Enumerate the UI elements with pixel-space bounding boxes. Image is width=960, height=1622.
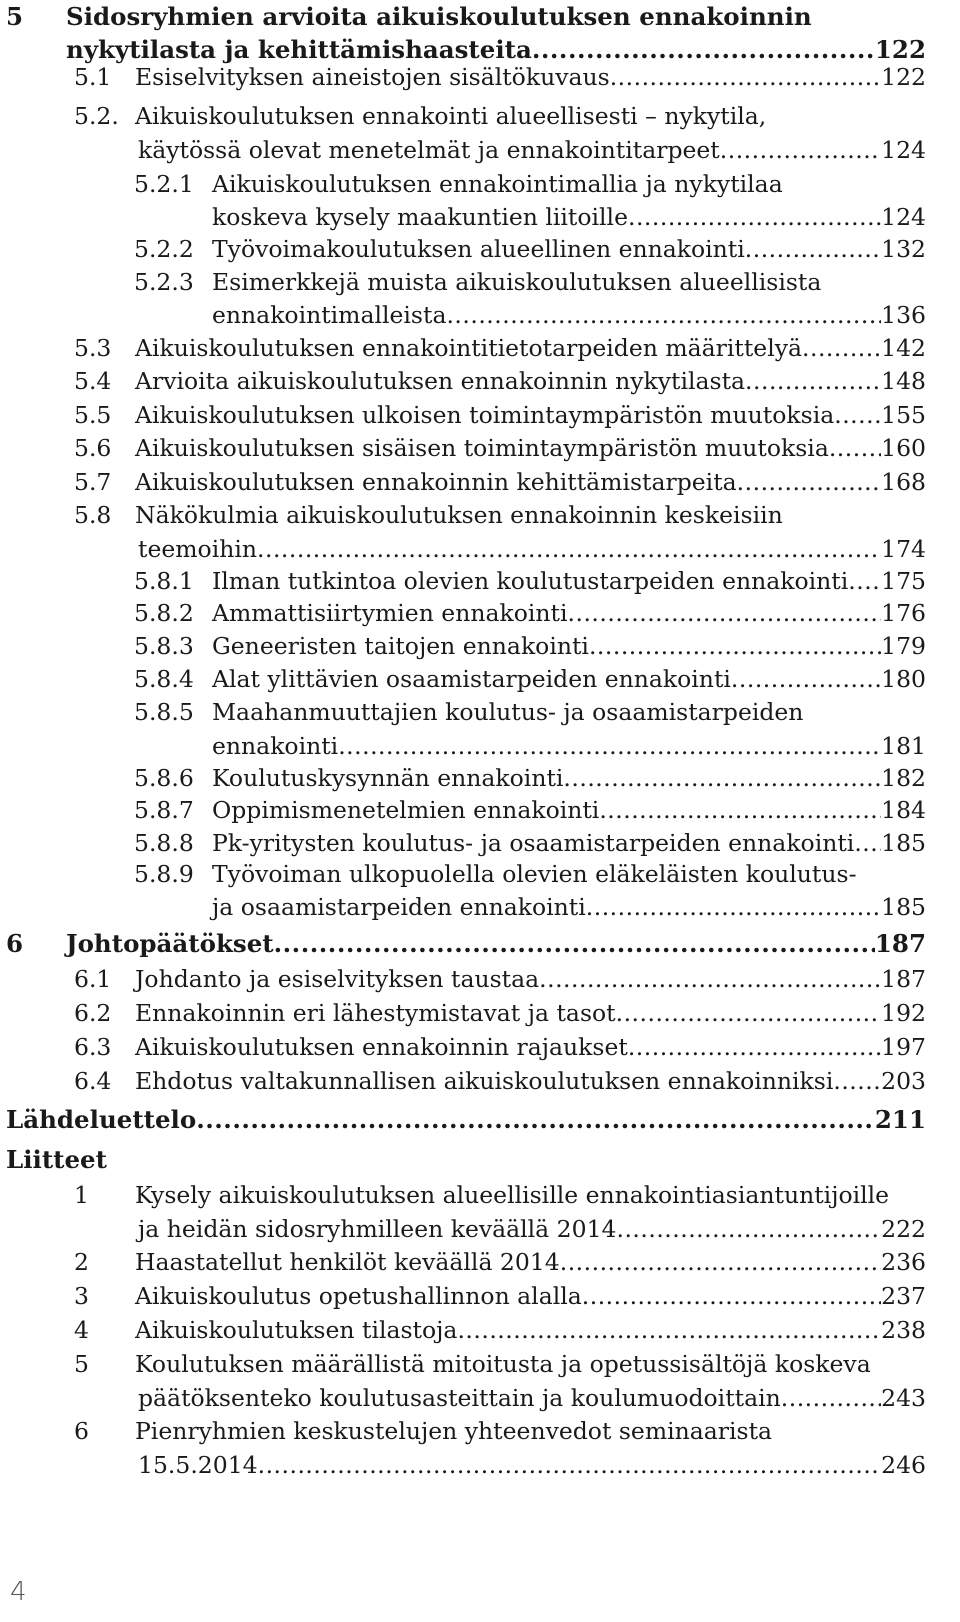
- toc-entry-page: 236: [881, 1248, 926, 1276]
- dot-leader: [848, 564, 881, 598]
- toc-entry-page: 124: [881, 203, 926, 231]
- toc-entry-title: Koulutuksen määrällistä mitoitusta ja opetussisältöjä koskeva: [135, 1350, 871, 1378]
- dot-leader: [854, 826, 881, 860]
- toc-entry-title: Alat ylittävien osaamistarpeiden ennakointi: [212, 665, 731, 693]
- toc-entry-title: Kysely aikuiskoulutuksen alueellisille ennakointiasiantuntijoille: [135, 1181, 890, 1209]
- dot-leader: [834, 398, 881, 432]
- toc-entry-title: nykytilasta ja kehittämishaasteita: [66, 35, 532, 64]
- toc-entry-page: 187: [881, 965, 926, 993]
- toc-entry-title: Aikuiskoulutuksen ennakoinnin rajaukset: [135, 1033, 628, 1061]
- toc-entry[interactable]: [0, 564, 926, 598]
- dot-leader: [731, 662, 881, 696]
- toc-entry-number: 5.8.3: [134, 632, 194, 660]
- dot-leader: [560, 1245, 881, 1279]
- toc-entry-page: 142: [881, 334, 926, 362]
- toc-entry-number: 5: [6, 2, 24, 31]
- toc-entry-title: Ilman tutkintoa olevien koulutustarpeiden ennakointi: [212, 567, 849, 595]
- toc-entry-title: Aikuiskoulutuksen ennakointitietotarpeiden määrittelyä: [135, 334, 803, 362]
- toc-entry-page: 243: [881, 1384, 926, 1412]
- toc-entry-title: ja heidän sidosryhmilleen keväällä 2014: [138, 1215, 617, 1243]
- toc-entry-title: Haastatellut henkilöt keväällä 2014: [135, 1248, 560, 1276]
- dot-leader: [616, 1212, 881, 1246]
- toc-entry-number: 5.8.5: [134, 698, 194, 726]
- toc-entry-page: 197: [881, 1033, 926, 1061]
- toc-entry-title: Johtopäätökset: [66, 929, 274, 958]
- toc-entry[interactable]: [0, 629, 926, 663]
- dot-leader: [563, 761, 881, 795]
- toc-entry-title: Aikuiskoulutuksen ennakointimallia ja nykytilaa: [212, 170, 783, 198]
- toc-entry[interactable]: [0, 1313, 926, 1347]
- toc-entry[interactable]: [0, 532, 926, 566]
- toc-entry-page: 155: [881, 401, 926, 429]
- dot-leader: [457, 1313, 881, 1347]
- toc-entry[interactable]: [0, 596, 926, 630]
- toc-entry-page: 124: [881, 136, 926, 164]
- dot-leader: [589, 629, 881, 663]
- toc-entry[interactable]: [0, 662, 926, 696]
- toc-entry-title: Työvoiman ulkopuolella olevien eläkeläisten koulutus-: [212, 860, 857, 888]
- toc-entry[interactable]: [0, 298, 926, 332]
- toc-entry[interactable]: [0, 465, 926, 499]
- toc-entry-number: 5: [74, 1350, 89, 1378]
- dot-leader: [539, 962, 881, 996]
- toc-entry[interactable]: [0, 1245, 926, 1279]
- page-number: 4: [10, 1577, 27, 1607]
- toc-entry[interactable]: [0, 398, 926, 432]
- toc-entry[interactable]: [0, 331, 926, 365]
- toc-entry-page: 211: [874, 1105, 926, 1134]
- toc-entry-page: 122: [874, 35, 926, 64]
- toc-entry-page: 192: [881, 999, 926, 1027]
- toc-entry-number: 5.8.7: [134, 796, 194, 824]
- toc-entry-title: Arvioita aikuiskoulutuksen ennakoinnin nykytilasta: [135, 367, 746, 395]
- dot-leader: [829, 431, 881, 465]
- toc-entry-title: ennakointi: [212, 732, 339, 760]
- toc-entry[interactable]: [0, 60, 926, 94]
- toc-entry-page: 176: [881, 599, 926, 627]
- toc-entry[interactable]: [0, 761, 926, 795]
- toc-entry-page: 174: [881, 535, 926, 563]
- toc-entry-number: 1: [74, 1181, 89, 1209]
- dot-leader: [737, 465, 881, 499]
- toc-entry-page: 237: [881, 1282, 926, 1310]
- dot-leader: [628, 1030, 881, 1064]
- dot-leader: [599, 793, 881, 827]
- toc-entry-number: 5.2.3: [134, 268, 194, 296]
- toc-entry[interactable]: [0, 695, 926, 729]
- toc-entry-title: Aikuiskoulutuksen ulkoisen toimintaympäristön muutoksia: [135, 401, 835, 429]
- toc-entry-number: 5.8: [74, 501, 112, 529]
- toc-entry-title: Johdanto ja esiselvityksen taustaa: [135, 965, 540, 993]
- toc-entry[interactable]: [0, 364, 926, 398]
- toc-entry-number: 6: [74, 1417, 89, 1445]
- toc-entry-title: Aikuiskoulutuksen tilastoja: [135, 1316, 458, 1344]
- toc-entry-title: teemoihin: [138, 535, 257, 563]
- toc-entry-title: Aikuiskoulutuksen sisäisen toimintaympäristön muutoksia: [135, 434, 829, 462]
- dot-leader: [610, 60, 881, 94]
- toc-entry-page: 148: [881, 367, 926, 395]
- toc-entry-title: Geneeristen taitojen ennakointi: [212, 632, 589, 660]
- toc-entry-number: 6.1: [74, 965, 112, 993]
- dot-leader: [582, 1279, 881, 1313]
- toc-entry-title: päätöksenteko koulutusasteittain ja koulumuodoittain: [138, 1384, 781, 1412]
- toc-entry[interactable]: [0, 826, 926, 860]
- toc-entry-title: Pk-yritysten koulutus- ja osaamistarpeiden ennakointi: [212, 829, 855, 857]
- toc-entry-page: 136: [881, 301, 926, 329]
- dot-leader: [257, 532, 881, 566]
- toc-entry-number: 5.5: [74, 401, 112, 429]
- toc-entry[interactable]: [0, 1448, 926, 1482]
- toc-entry-number: 2: [74, 1248, 89, 1276]
- toc-entry-number: 6: [6, 929, 24, 958]
- toc-entry[interactable]: [0, 1030, 926, 1064]
- toc-entry-number: 5.6: [74, 434, 112, 462]
- toc-entry-page: 175: [881, 567, 926, 595]
- toc-entry[interactable]: [0, 1143, 926, 1177]
- dot-leader: [258, 1448, 882, 1482]
- toc-entry[interactable]: [0, 1212, 926, 1246]
- dot-leader: [745, 364, 881, 398]
- toc-entry-number: 5.7: [74, 468, 112, 496]
- toc-entry[interactable]: [0, 890, 926, 924]
- toc-entry-title: Esimerkkejä muista aikuiskoulutuksen alueellisista: [212, 268, 822, 296]
- toc-entry-page: 187: [874, 929, 926, 958]
- toc-entry-page: 122: [881, 63, 926, 91]
- toc-entry-number: 5.8.2: [134, 599, 194, 627]
- toc-entry-page: 132: [881, 235, 926, 263]
- toc-entry-title: Lähdeluettelo: [6, 1105, 197, 1134]
- toc-entry[interactable]: [0, 1064, 926, 1098]
- toc-entry-page: 203: [881, 1067, 926, 1095]
- toc-entry[interactable]: [0, 498, 926, 532]
- toc-entry[interactable]: [0, 857, 926, 891]
- toc-entry-number: 5.2.: [74, 102, 119, 130]
- toc-entry-number: 5.4: [74, 367, 112, 395]
- toc-entry-number: 6.2: [74, 999, 112, 1027]
- dot-leader: [586, 890, 881, 924]
- toc-entry-page: 182: [881, 764, 926, 792]
- toc-entry[interactable]: [0, 996, 926, 1030]
- toc-entry-title: Aikuiskoulutus opetushallinnon alalla: [135, 1282, 582, 1310]
- toc-entry-page: 160: [881, 434, 926, 462]
- toc-entry-title: Esiselvityksen aineistojen sisältökuvaus: [135, 63, 610, 91]
- toc-entry[interactable]: [0, 927, 926, 961]
- toc-entry-title: 15.5.2014: [138, 1451, 258, 1479]
- toc-entry-page: 184: [881, 796, 926, 824]
- toc-entry-page: 179: [881, 632, 926, 660]
- dot-leader: [446, 298, 881, 332]
- dot-leader: [745, 232, 881, 266]
- toc-entry-number: 4: [74, 1316, 89, 1344]
- dot-leader: [568, 596, 882, 630]
- toc-entry-number: 5.2.2: [134, 235, 194, 263]
- toc-entry[interactable]: [0, 1381, 926, 1415]
- toc-entry[interactable]: [0, 431, 926, 465]
- dot-leader: [720, 133, 881, 167]
- dot-leader: [196, 1103, 875, 1137]
- toc-entry-page: 238: [881, 1316, 926, 1344]
- toc-entry-title: käytössä olevat menetelmät ja ennakointitarpeet: [138, 136, 720, 164]
- toc-entry-page: 185: [881, 829, 926, 857]
- toc-entry-title: koskeva kysely maakuntien liitoille: [212, 203, 628, 231]
- toc-entry-title: Aikuiskoulutuksen ennakoinnin kehittämistarpeita: [135, 468, 737, 496]
- toc-entry-page: 168: [881, 468, 926, 496]
- toc-entry[interactable]: [0, 729, 926, 763]
- toc-entry-title: Ammattisiirtymien ennakointi: [212, 599, 568, 627]
- toc-entry[interactable]: [0, 1414, 926, 1448]
- toc-entry[interactable]: [0, 1279, 926, 1313]
- toc-entry-title: ja osaamistarpeiden ennakointi: [212, 893, 586, 921]
- toc-entry[interactable]: [0, 133, 926, 167]
- toc-entry-number: 5.3: [74, 334, 112, 362]
- toc-entry[interactable]: [0, 0, 926, 34]
- toc-entry-title: Aikuiskoulutuksen ennakointi alueellisesti – nykytila,: [135, 102, 767, 130]
- toc-entry-number: 3: [74, 1282, 89, 1310]
- dot-leader: [833, 1064, 881, 1098]
- toc-entry-number: 5.8.6: [134, 764, 194, 792]
- toc-entry-page: 185: [881, 893, 926, 921]
- toc-entry-title: Ennakoinnin eri lähestymistavat ja tasot: [135, 999, 616, 1027]
- toc-entry[interactable]: [0, 265, 926, 299]
- toc-entry-title: Koulutuskysynnän ennakointi: [212, 764, 564, 792]
- dot-leader: [781, 1381, 881, 1415]
- toc-entry[interactable]: [0, 793, 926, 827]
- toc-entry[interactable]: [0, 232, 926, 266]
- toc-entry-title: Sidosryhmien arvioita aikuiskoulutuksen ennakoinnin: [66, 2, 812, 31]
- toc-entry-title: Ehdotus valtakunnallisen aikuiskoulutuksen ennakoinniksi: [135, 1067, 834, 1095]
- toc-entry[interactable]: [0, 1347, 926, 1381]
- toc-entry-title: Liitteet: [6, 1145, 107, 1174]
- toc-entry-page: 222: [881, 1215, 926, 1243]
- toc-entry-number: 6.4: [74, 1067, 112, 1095]
- toc-entry-number: 6.3: [74, 1033, 112, 1061]
- toc-entry-title: Maahanmuuttajien koulutus- ja osaamistarpeiden: [212, 698, 804, 726]
- toc-entry[interactable]: [0, 167, 926, 201]
- toc-entry-number: 5.8.8: [134, 829, 194, 857]
- toc-entry-title: Pienryhmien keskustelujen yhteenvedot seminaarista: [135, 1417, 773, 1445]
- toc-entry[interactable]: [0, 962, 926, 996]
- toc-entry[interactable]: [0, 1178, 926, 1212]
- toc-entry-page: 181: [881, 732, 926, 760]
- toc-entry-title: Oppimismenetelmien ennakointi: [212, 796, 600, 824]
- toc-entry[interactable]: [0, 200, 926, 234]
- toc-entry-number: 5.1: [74, 63, 112, 91]
- dot-leader: [338, 729, 881, 763]
- toc-entry[interactable]: [0, 1103, 926, 1137]
- dot-leader: [802, 331, 881, 365]
- toc-entry-number: 5.8.1: [134, 567, 194, 595]
- dot-leader: [274, 927, 875, 961]
- toc-entry-title: Näkökulmia aikuiskoulutuksen ennakoinnin keskeisiin: [135, 501, 783, 529]
- toc-entry-title: Työvoimakoulutuksen alueellinen ennakointi: [212, 235, 745, 263]
- toc-entry[interactable]: [0, 99, 926, 133]
- dot-leader: [616, 996, 882, 1030]
- toc-entry-page: 180: [881, 665, 926, 693]
- toc-entry-number: 5.8.4: [134, 665, 194, 693]
- toc-entry-number: 5.8.9: [134, 860, 194, 888]
- dot-leader: [628, 200, 881, 234]
- toc-entry-page: 246: [881, 1451, 926, 1479]
- toc-entry-title: ennakointimalleista: [212, 301, 447, 329]
- toc-entry-number: 5.2.1: [134, 170, 194, 198]
